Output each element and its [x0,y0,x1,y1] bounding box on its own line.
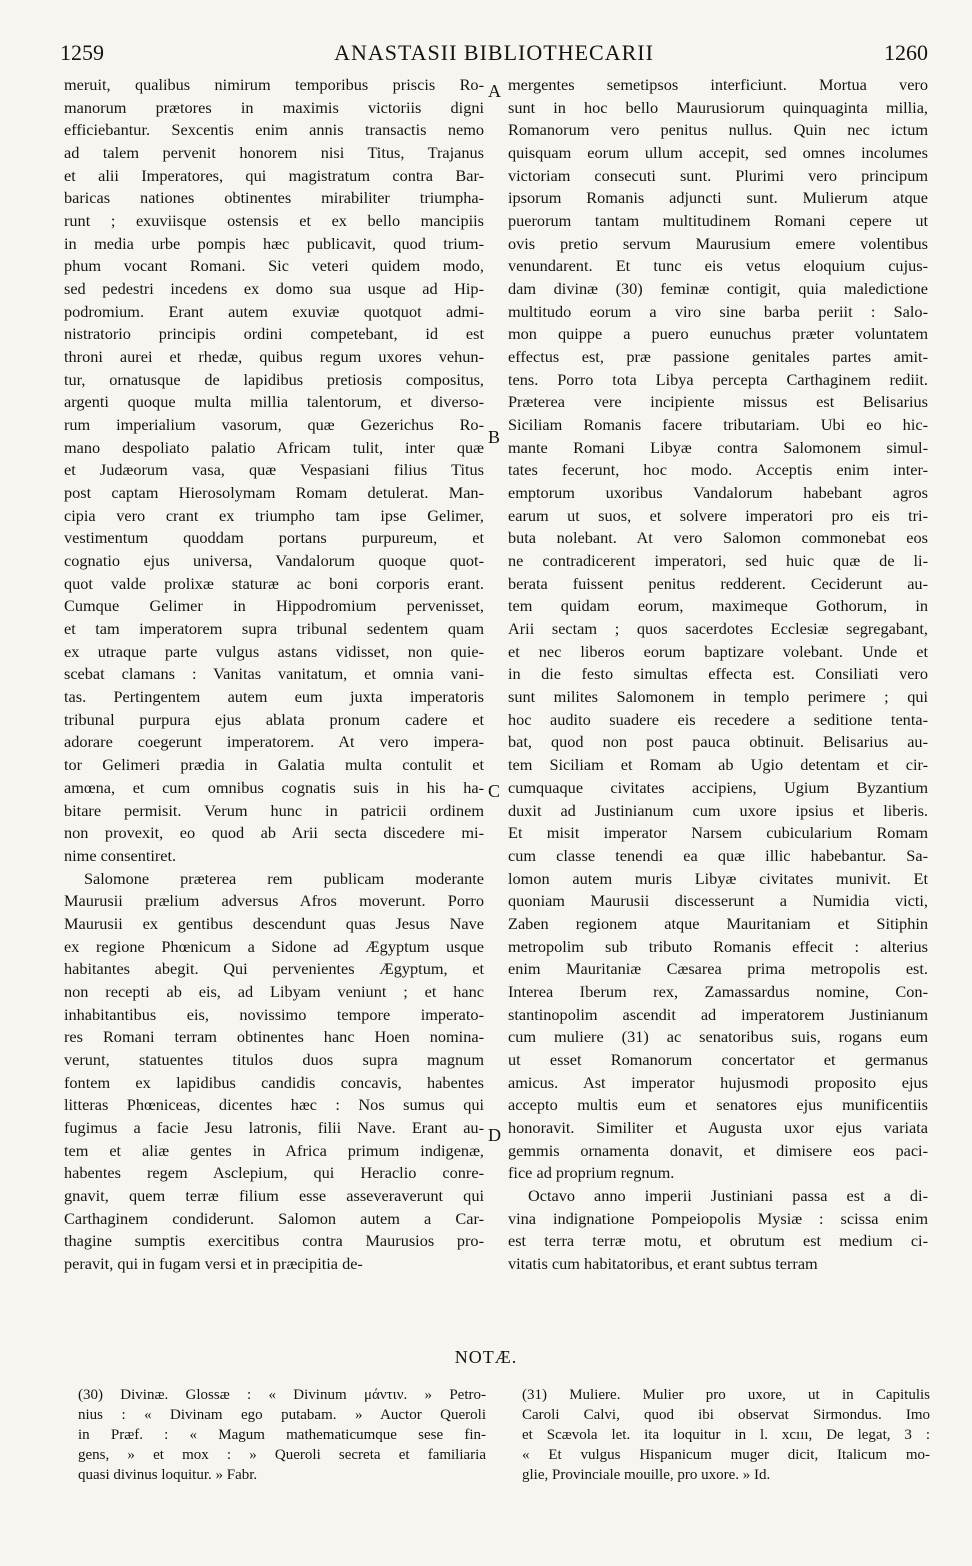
text-line: victoriam consecuti sunt. Plurimi vero principum [508,165,928,185]
margin-marker-d: D [488,1125,501,1145]
footnote-31 [522,1385,930,1485]
text-line: baricas nationes obtinentes mirabiliter triumpha- [64,188,484,208]
margin-marker-a: A [488,81,501,101]
text-line: dam divinæ (30) feminæ contigit, quia maledictione [508,279,928,299]
text-line: in die festo simultas effecta est. Consiliati vero [508,664,928,684]
text-line: buta nolebant. At vero Salomon commonebat eos [508,528,928,548]
text-line: quisquam eorum ullum accepit, sed omnes incolumes [508,143,928,163]
page-number-left: 1259 [60,40,104,65]
text-line: efficiebantur. Sexcentis enim annis transactis nemo [64,120,484,140]
text-line: in Præf. : « Magum mathematicumque sese fin- [78,1427,486,1443]
text-line: Maurusii ex gentibus descendunt quas Jesus Nave [64,913,484,933]
text-line: sed pedestri incedens ex domo sua usque ad Hip- [64,279,484,299]
margin-marker-c: C [488,781,501,801]
text-line: quasi divinus loquitur. » Fabr. [78,1467,258,1483]
text-line: metropolim sub tributo Romanis effecit : alterius [508,936,928,956]
margin-marker-b: B [488,427,501,447]
text-line: thagine sumptis exercitibus contra Maurusios pro- [64,1231,484,1251]
text-line: tur, ornatusque de lapidibus pretiosis compositus, [64,369,484,389]
text-line: mon quippe a puero eunuchus præter voluntatem [508,324,928,344]
text-line: sunt in hoc bello Maurusiorum quinquaginta millia, [508,97,928,117]
text-line: cipia vero crant ex triumpho tam ipse Gelimer, [64,505,484,525]
text-line: et Scævola let. ita loquitur in l. xcııı, De legat, 3 : [522,1427,930,1443]
text-line: sunt milites Salomonem in templo perimere ; qui [508,687,928,707]
text-line: post captam Hierosolymam Romam detulerat. Man- [64,483,484,503]
text-line: accepto multis eum et senatores ejus munificentiis [508,1095,928,1115]
text-line: throni aurei et rhedæ, quibus regum uxores vehun- [64,347,484,367]
text-line: non recepti ab eis, ad Libyam veniunt ; et hanc [64,981,484,1001]
text-line: quoniam Maurusii discesserunt a Numidia victi, [508,891,928,911]
text-line: fontem ex lapidibus candidis concavis, habentes [64,1072,484,1092]
text-line: scebat clamans : Vanitas vanitatum, et omnia vani- [64,664,484,684]
text-line: cognatio ejus universa, Vandalorum quoque quot- [64,551,484,571]
text-line: ipsorum Romanis adjuncti sunt. Mulierum atque [508,188,928,208]
text-line: ad talem pervenit honorem nisi Titus, Trajanus [64,143,484,163]
text-line: Arii sectam ; quos sacerdotes Ecclesiæ segregabant, [508,619,928,639]
left-text-column [64,74,484,1276]
text-line: Interea Iberum rex, Zamassardus nomine, Con- [508,981,928,1001]
text-line: multitudo eorum a viro sine barba periit : Salo- [508,301,928,321]
text-line: earum ut suos, et solvere imperatori pro eis tri- [508,505,928,525]
text-line: fice ad proprium regnum. [508,1163,675,1183]
text-line: peravit, qui in fugam versi et in præcipitia de- [64,1253,363,1273]
text-line: est terra terræ motu, et obrutum est medium ci- [508,1231,928,1251]
page-number-right: 1260 [884,40,928,65]
text-line: nime consentiret. [64,845,177,865]
text-line: hoc audito suadere eis recedere a seditione tenta- [508,709,928,729]
text-line: vina indignatione Pompeiopolis Mysiæ : scissa enim [508,1208,928,1228]
text-line: (30) Divinæ. Glossæ : « Divinum μάντιν. » Petro- [78,1387,486,1403]
text-line: et alii Imperatores, qui magistratum contra Bar- [64,165,484,185]
text-line: amœna, et cum omnibus cognatis suis in his ha- [64,777,484,797]
text-line: habitantes abegit. Qui pervenientes Ægyptum, et [64,959,484,979]
text-line: tor Gelimeri prædia in Galatia multa contulit et [64,755,484,775]
text-line: non provexit, eo quod ab Arii secta discedere mi- [64,823,484,843]
text-line: vitatis cum habitatoribus, et erant subtus terram [508,1253,818,1273]
text-line: tribunal purpura ejus ablata pronum cadere et [64,709,484,729]
text-line: gnavit, quem terræ filium esse asseveraverunt qui [64,1185,484,1205]
text-line: Octavo anno imperii Justiniani passa est a di- [528,1185,928,1205]
text-line: et Judæorum vasa, quæ Vespasiani filius Titus [64,460,484,480]
text-line: argenti quoque multa millia talentorum, et diverso- [64,392,484,412]
text-line: Præterea vere incipiente missus est Belisarius [508,392,928,412]
text-line: tas. Pertingentem autem eum juxta imperatoris [64,687,484,707]
text-line: ovis pretio servum Maurusium emere volentibus [508,233,928,253]
text-line: Siciliam Romanis facere tributariam. Ubi eo hic- [508,415,928,435]
text-line: res Romani terram obtinentes hanc Hoen nomina- [64,1027,484,1047]
text-line: Carthaginem condiderunt. Salomon autem a Car- [64,1208,484,1228]
text-line: adorare coegerunt imperatorem. At vero impera- [64,732,484,752]
notes-heading: NOTÆ. [454,1347,518,1367]
text-line: puerorum tantam multitudinem Romani cepere ut [508,211,928,231]
text-line: nius : « Divinam ego putabam. » Auctor Queroli [78,1407,486,1423]
text-line: rum imperialium vasorum, quæ Gezerichus Ro- [64,415,484,435]
text-line: Et misit imperator Narsem cubicularium Romam [508,823,928,843]
text-line: gens, » et mox : » Queroli secreta et familiaria [78,1447,486,1463]
text-line: nistratorio principis ordini competebant, id est [64,324,484,344]
text-line: berata fuissent penitus redderent. Ceciderunt au- [508,573,928,593]
running-title: ANASTASII BIBLIOTHECARII [334,40,654,65]
text-line: vestimentum quoddam portans purpureum, et [64,528,484,548]
text-line: stantinopolim ascendit ad imperatorem Justinianum [508,1004,928,1024]
text-line: mante Romani Libyæ contra Salomonem simul- [508,437,928,457]
text-line: Cumque Gelimer in Hippodromium pervenisset, [64,596,484,616]
text-line: gemmis ornamenta donavit, et dimisere eos paci- [508,1140,928,1160]
text-line: tates fecerunt, hoc modo. Acceptis enim inter- [508,460,928,480]
text-line: tens. Porro tota Libya percepta Carthaginem rediit. [508,369,928,389]
text-line: effectus est, præ passione genitales partes amit- [508,347,928,367]
text-line: bat, quod non post pauca obtinuit. Belisarius au- [508,732,928,752]
text-line: mano despoliato palatio Africam tulit, inter quæ [64,437,484,457]
text-line: cumquaque civitates accipiens, Ugium Byzantium [508,777,928,797]
footnote-30 [78,1385,486,1485]
text-line: duxit ad Justinianum cum uxore ipsius et liberis. [508,800,928,820]
text-line: lomon autem muris Libyæ civitates munivit. Et [508,868,928,888]
text-line: ex utraque parte vulgus astans vidisset, non quie- [64,641,484,661]
text-line: cum classe tenendi ea quæ illic habebantur. Sa- [508,845,928,865]
text-line: et nec liberos eorum baptizare volebant. Unde et [508,641,928,661]
text-line: mergentes semetipsos interficiunt. Mortua vero [508,75,928,94]
text-line: Zaben regionem atque Mauritaniam et Sitiphin [508,913,928,933]
text-line: inhabitantibus eis, novissimo tempore imperato- [64,1004,484,1024]
text-line: (31) Muliere. Mulier pro uxore, ut in Capitulis [522,1387,930,1403]
text-line: quot valde prolixæ staturæ ac boni corporis erant. [64,573,484,593]
text-line: verunt, statuentes titulos duos supra magnum [64,1049,484,1069]
text-line: meruit, qualibus nimirum temporibus priscis Ro- [64,75,484,94]
text-line: ex regione Phœnicum a Sidone ad Ægyptum usque [64,936,484,956]
text-line: honoravit. Similiter et Augusta uxor ejus variata [508,1117,928,1137]
text-line: manorum prætores in maximis victoriis digni [64,97,484,117]
text-line: podromium. Erant autem exuviæ quotquot admi- [64,301,484,321]
text-line: runt ; exuviisque ostensis et ex bello mancipiis [64,211,484,231]
text-line: Caroli Calvi, quod ibi observat Sirmondus. Imo [522,1407,930,1423]
text-line: Maurusii prælium adversus Afros moverunt. Porro [64,891,484,911]
text-line: fugimus a facie Jesu latronis, filii Nave. Erant au- [64,1117,484,1137]
text-line: tem et aliæ gentes in Africa primum indigenæ, [64,1140,484,1160]
right-text-column [508,74,928,1276]
page-header [60,38,928,68]
text-line: cum muliere (31) ac senatoribus suis, rogans eum [508,1027,928,1047]
text-line: glie, Provinciale mouille, pro uxore. » Id. [522,1467,771,1483]
text-line: habentes regem Asclepium, qui Heraclio conre- [64,1163,484,1183]
text-line: litteras Phœniceas, dicentes hæc : Nos sumus qui [64,1095,484,1115]
text-line: ut esset Romanorum concertator et germanus [508,1049,928,1069]
text-line: ne contradicerent imperatori, sed huic quæ de li- [508,551,928,571]
text-line: enim Mauritaniæ Cæsarea prima metropolis est. [508,959,928,979]
text-line: et tam imperatorem supra tribunal sedentem quam [64,619,484,639]
text-line: Salomone præterea rem publicam moderante [84,868,484,888]
text-line: « Et vulgus Hispanicum muger dicit, Italicum mo- [522,1447,930,1463]
text-line: Romanorum vero penitus nullus. Quin nec ictum [508,120,928,140]
text-line: amicus. Ast imperator hujusmodi proposito ejus [508,1072,928,1092]
text-line: bitare permisit. Verum hunc in patricii ordinem [64,800,484,820]
text-line: phum vocant Romani. Sic veteri quidem modo, [64,256,484,276]
text-line: tem Siciliam et Romam ab Ugio detentam et cir- [508,755,928,775]
text-line: in media urbe pompis hæc publicavit, quod trium- [64,233,484,253]
text-line: emptorum uxoribus Vandalorum habebant agros [508,483,928,503]
text-line: venundarent. Et tunc eis vetus eloquium cujus- [508,256,928,276]
text-line: tem quidam eorum, maximeque Gothorum, in [508,596,928,616]
